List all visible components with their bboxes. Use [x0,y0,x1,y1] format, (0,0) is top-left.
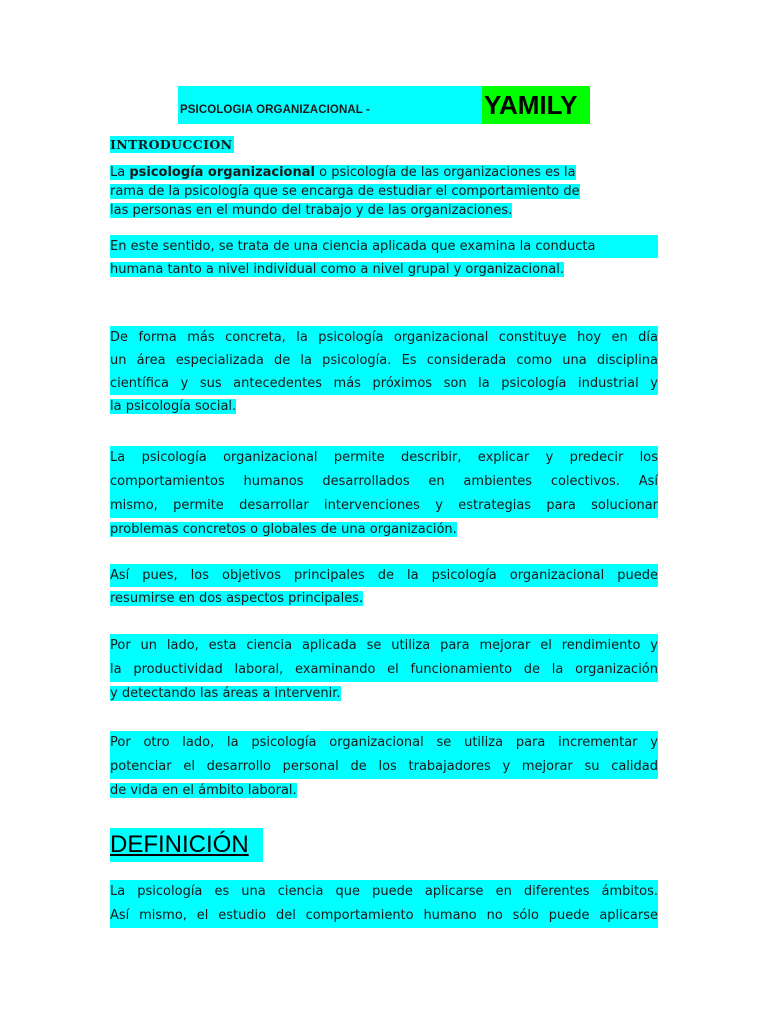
line-text: resumirse en dos aspectos principales. [110,591,364,606]
paragraph-line: científica y sus antecedentes más próximos son la psicología industrial y [110,372,658,395]
line-text: la psicología social. [110,399,237,414]
paragraph-intro-6 [110,634,658,706]
paragraph-line: La psicología organizacional permite describir, explicar y predecir los [110,446,658,470]
line-text: rama de la psicología que se encarga de estudiar el comportamiento de [110,184,580,199]
line-text: problemas concretos o globales de una organización. [110,522,457,537]
document-title: PSICOLOGIA ORGANIZACIONAL - [180,104,370,116]
paragraph-line: mismo, permite desarrollar intervenciones y estrategias para solucionar [110,494,658,518]
paragraph-line [110,163,658,182]
paragraph-line: Así pues, los objetivos principales de la psicología organizacional puede [110,564,658,587]
paragraph-line: potenciar el desarrollo personal de los trabajadores y mejorar su calidad [110,755,658,779]
paragraph-intro-7 [110,731,658,803]
paragraph-intro-3 [110,326,658,418]
paragraph-line [110,779,658,803]
paragraph-line: la productividad laboral, examinando el funcionamiento de la organización [110,658,658,682]
paragraph-line: Así mismo, el estudio del comportamiento humano no sólo puede aplicarse [110,904,658,928]
paragraph-line [110,182,658,201]
line-text: las personas en el mundo del trabajo y de las organizaciones. [110,203,513,218]
paragraph-line [110,258,658,281]
paragraph-line: De forma más concreta, la psicología organizacional constituye hoy en día [110,326,658,349]
section-heading-introduccion: INTRODUCCION [110,137,233,152]
section-heading-definicion: DEFINICIÓN [110,828,263,862]
paragraph-line [110,682,658,706]
paragraph-line: Por otro lado, la psicología organizacional se utiliza para incrementar y [110,731,658,755]
paragraph-definicion-1 [110,880,658,928]
bold-term: psicología organizacional [129,165,315,180]
paragraph-intro-2 [110,235,658,281]
text-rest: o psicología de las organizaciones es la [314,165,576,180]
paragraph-line [110,395,658,418]
paragraph-line: un área especializada de la psicología. Es considerada como una disciplina [110,349,658,372]
paragraph-line [110,587,658,610]
paragraph-intro-5 [110,564,658,610]
paragraph-intro-1 [110,163,658,220]
paragraph-line [110,201,658,220]
paragraph-line: comportamientos humanos desarrollados en ambientes colectivos. Así [110,470,658,494]
paragraph-intro-4 [110,446,658,542]
line-text: humana tanto a nivel individual como a nivel grupal y organizacional. [110,262,564,277]
author-name: YAMILY [482,86,590,124]
paragraph-line: Por un lado, esta ciencia aplicada se utiliza para mejorar el rendimiento y [110,634,658,658]
paragraph-line [110,518,658,542]
text-prefix: La [110,165,130,180]
line-text: y detectando las áreas a intervenir. [110,686,341,701]
line-text: de vida en el ámbito laboral. [110,783,297,798]
paragraph-line: En este sentido, se trata de una ciencia aplicada que examina la conducta [110,235,658,258]
paragraph-line: La psicología es una ciencia que puede aplicarse en diferentes ámbitos. [110,880,658,904]
